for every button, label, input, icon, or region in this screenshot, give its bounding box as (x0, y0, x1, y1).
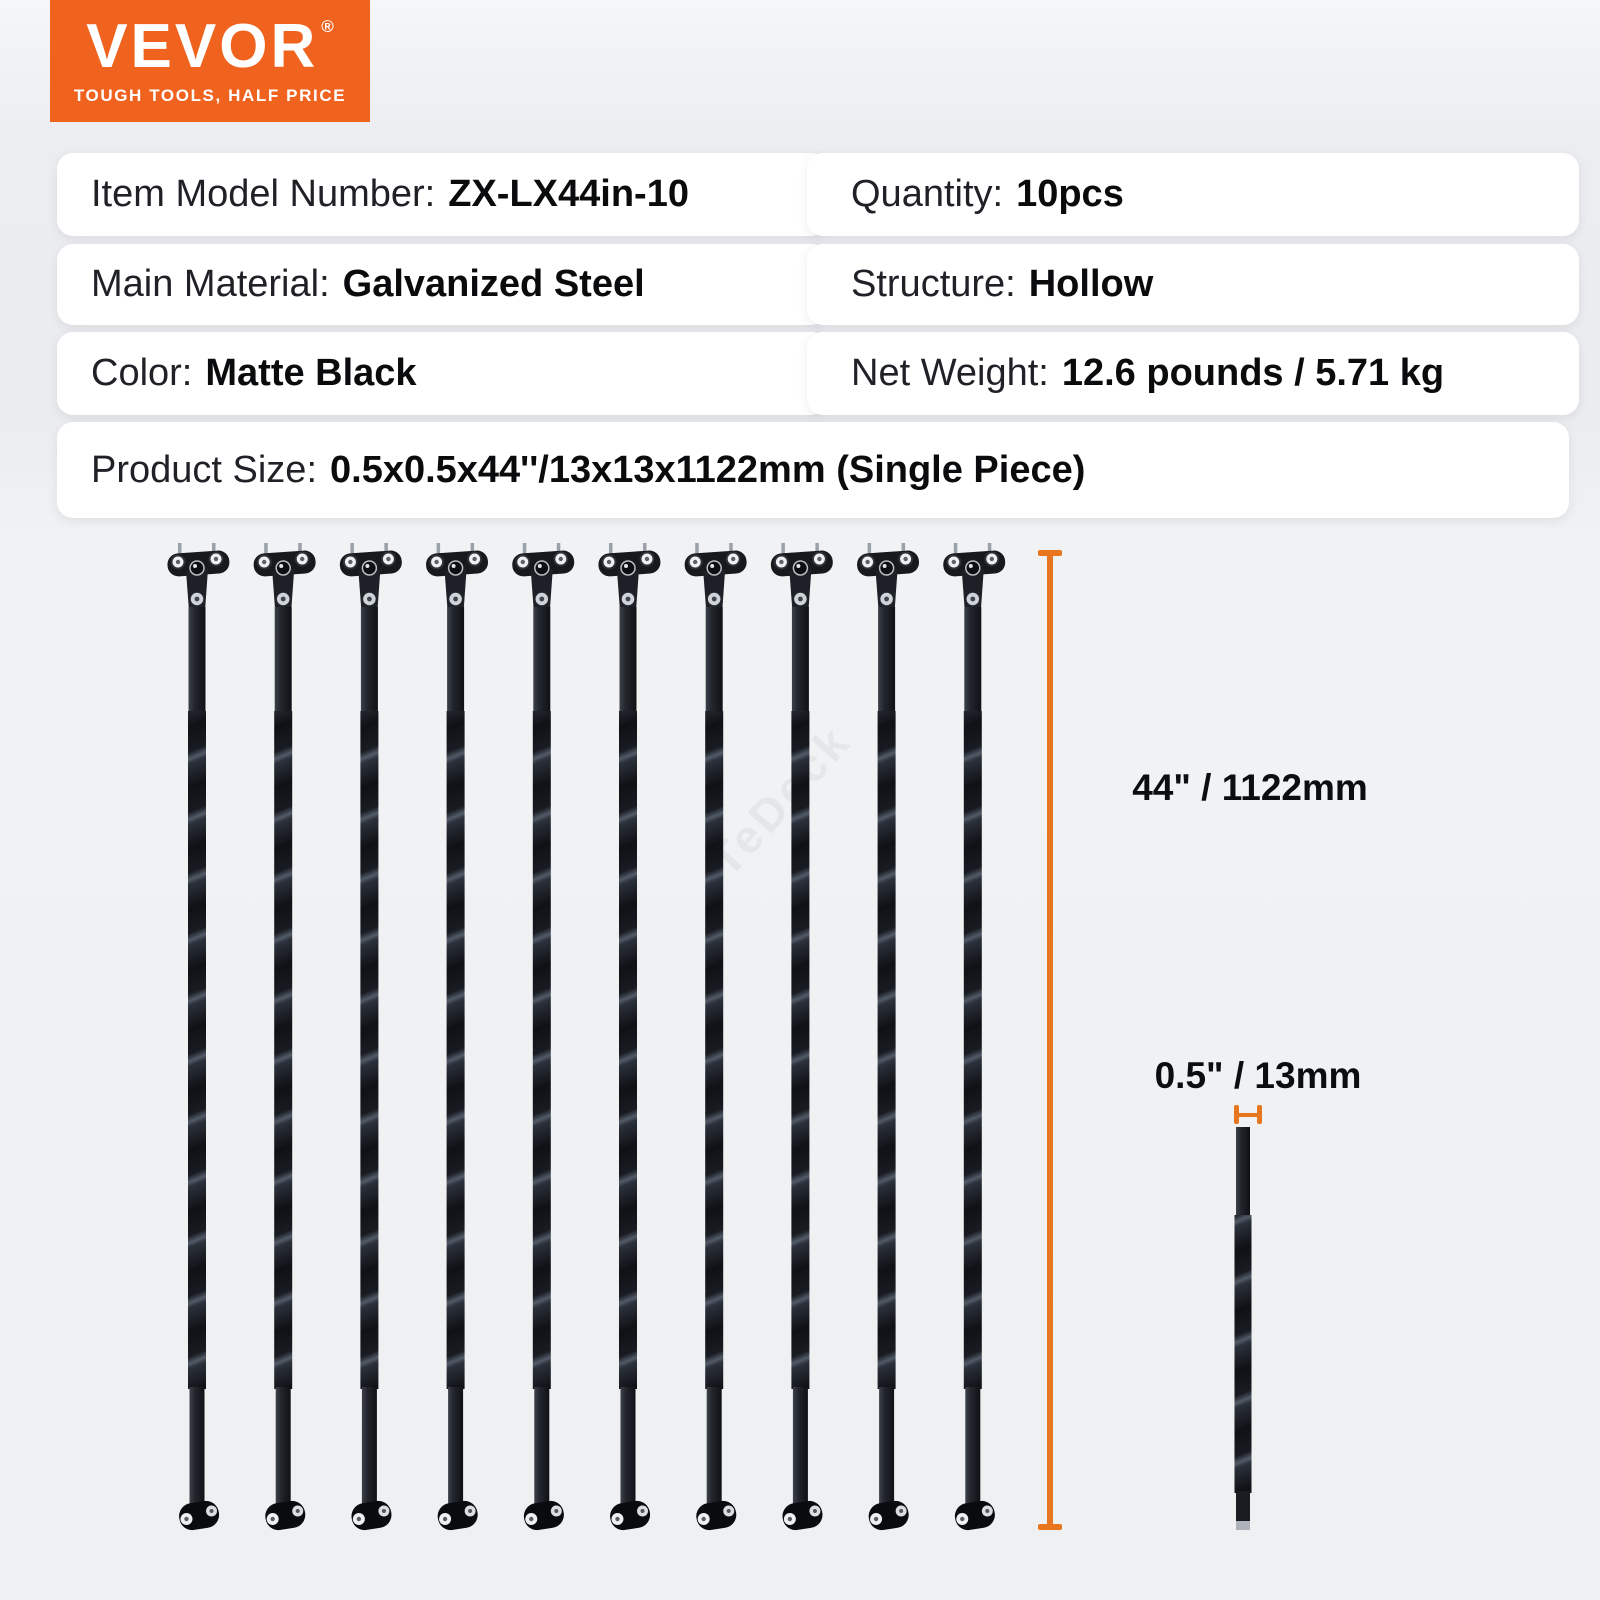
baluster (167, 543, 230, 1532)
baluster (770, 543, 833, 1532)
height-dimension-line (1038, 550, 1062, 1530)
baluster (856, 543, 919, 1532)
spec-value: Galvanized Steel (342, 263, 645, 305)
baluster (684, 543, 747, 1532)
watermark: TeDeck (699, 714, 861, 886)
baluster (425, 543, 488, 1532)
brand-tagline: TOUGH TOOLS, HALF PRICE (73, 86, 347, 105)
height-dimension-label: 44" / 1122mm (1132, 767, 1368, 808)
spec-label: Quantity: (851, 173, 1004, 215)
baluster-row (167, 543, 1006, 1532)
spec-value: 12.6 pounds / 5.71 kg (1061, 352, 1445, 394)
spec-label: Main Material: (91, 263, 330, 305)
spec-value: ZX-LX44in-10 (448, 173, 689, 215)
spec-label: Net Weight: (851, 352, 1049, 394)
brand-name: VEVOR (86, 12, 319, 81)
spec-label: Color: (91, 352, 193, 394)
spec-value: Matte Black (205, 352, 417, 394)
spec-label: Item Model Number: (91, 173, 436, 215)
spec-label: Structure: (851, 263, 1016, 305)
spec-value: 0.5x0.5x44''/13x13x1122mm (Single Piece) (330, 448, 1086, 491)
baluster (598, 543, 661, 1532)
single-baluster (1235, 1127, 1252, 1530)
width-dimension-line (1234, 1105, 1262, 1124)
baluster (253, 543, 316, 1532)
spec-value: Hollow (1028, 263, 1154, 305)
baluster (943, 543, 1006, 1532)
baluster (512, 543, 575, 1532)
spec-value: 10pcs (1016, 173, 1124, 215)
registered-trademark-icon: ® (321, 17, 334, 36)
spec-label: Product Size: (91, 448, 317, 491)
baluster (339, 543, 402, 1532)
width-dimension-label: 0.5" / 13mm (1154, 1055, 1362, 1096)
